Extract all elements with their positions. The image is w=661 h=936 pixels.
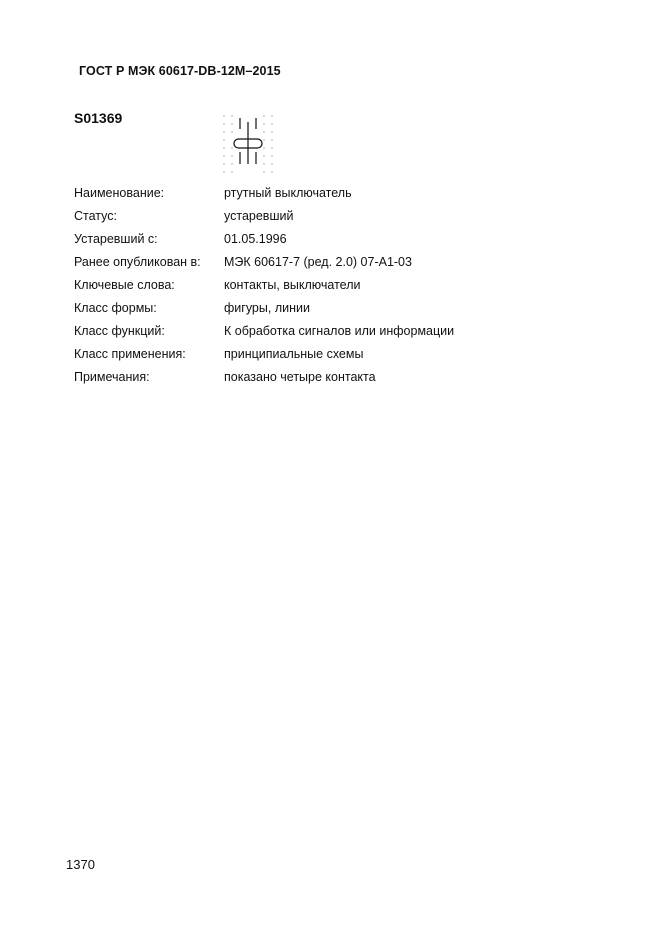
property-row: [74, 250, 454, 273]
property-label: Класс функций:: [74, 323, 165, 338]
property-label: Ранее опубликован в:: [74, 254, 201, 269]
property-label: Устаревший с:: [74, 231, 158, 246]
document-header: ГОСТ Р МЭК 60617-DB-12M–2015: [79, 64, 281, 78]
property-value: контакты, выключатели: [224, 277, 361, 292]
property-value: 01.05.1996: [224, 231, 287, 246]
property-value: ртутный выключатель: [224, 185, 352, 200]
property-value: МЭК 60617-7 (ред. 2.0) 07-A1-03: [224, 254, 412, 269]
property-value: фигуры, линии: [224, 300, 310, 315]
property-row: [74, 273, 454, 296]
property-row: [74, 227, 454, 250]
property-row: [74, 365, 454, 388]
property-row: [74, 319, 454, 342]
mercury-switch-symbol-icon: [218, 112, 278, 174]
property-label: Класс формы:: [74, 300, 157, 315]
property-label: Наименование:: [74, 185, 165, 200]
property-value: К обработка сигналов или информации: [224, 323, 455, 338]
property-value: принципиальные схемы: [224, 346, 364, 361]
property-row: [74, 181, 454, 204]
property-row: [74, 342, 454, 365]
property-label: Статус:: [74, 208, 117, 223]
property-label: Класс применения:: [74, 346, 186, 361]
symbol-code: S01369: [74, 110, 123, 126]
property-value: показано четыре контакта: [224, 369, 376, 384]
property-row: [74, 296, 454, 319]
properties-table: [74, 181, 454, 388]
page-number: 1370: [66, 857, 95, 872]
property-label: Ключевые слова:: [74, 277, 175, 292]
property-row: [74, 204, 454, 227]
property-value: устаревший: [224, 208, 294, 223]
property-label: Примечания:: [74, 369, 150, 384]
